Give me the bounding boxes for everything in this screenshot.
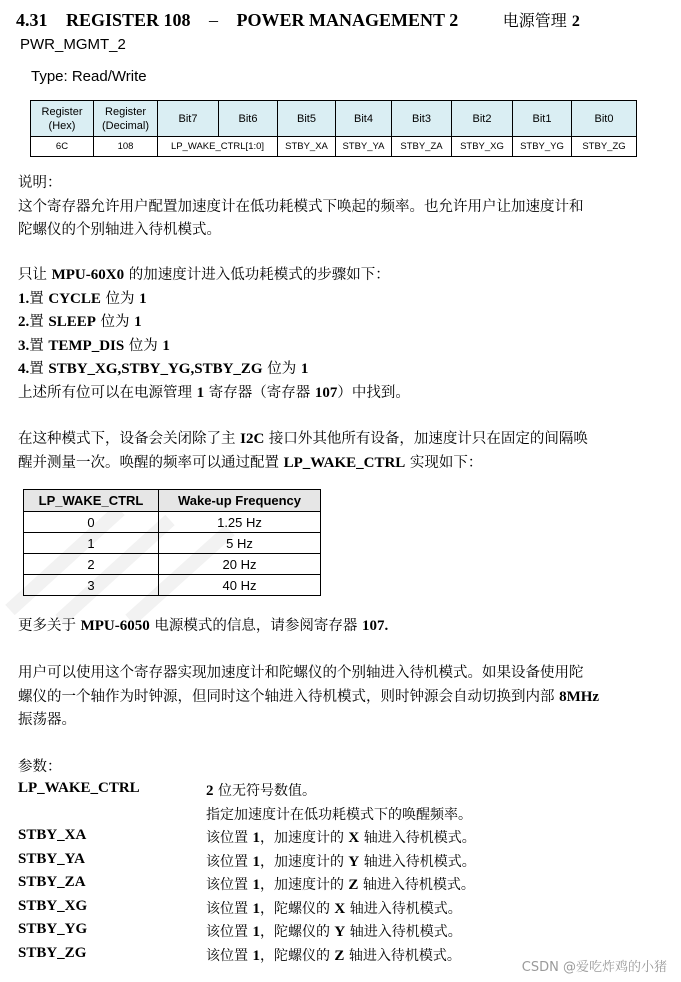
axis: Z bbox=[334, 948, 345, 964]
step-item bbox=[18, 358, 658, 382]
standby-paragraph bbox=[18, 662, 658, 733]
cell-stby-ya: STBY_YA bbox=[336, 137, 392, 157]
wake-table-row bbox=[24, 554, 321, 575]
steps-block bbox=[18, 264, 658, 405]
cell-decimal: 108 bbox=[94, 137, 158, 157]
more-info-line bbox=[18, 615, 658, 639]
cell-ctrl: 1 bbox=[24, 533, 159, 554]
axis: Y bbox=[348, 854, 360, 870]
text: 轴进入待机模式。 bbox=[358, 877, 475, 893]
text: 位无符号数值。 bbox=[213, 783, 316, 799]
text: 该位置 bbox=[206, 924, 253, 940]
wake-table-row bbox=[24, 512, 321, 533]
text: ，加速度计的 bbox=[259, 854, 349, 870]
step-number: 3. bbox=[18, 337, 30, 354]
params-label: 参数： bbox=[18, 759, 62, 775]
step-number: 1. bbox=[18, 290, 30, 307]
section-number: 4.31 bbox=[16, 10, 48, 30]
text: ，陀螺仪的 bbox=[259, 948, 335, 964]
i2c-term: I2C bbox=[240, 431, 265, 447]
text: 上述所有位可以在电源管理 bbox=[18, 384, 197, 401]
text: 位为 bbox=[262, 361, 301, 377]
standby-line: 振荡器。 bbox=[18, 712, 76, 728]
csdn-watermark: CSDN @爱吃炸鸡的小猪 bbox=[521, 960, 667, 975]
param-desc bbox=[206, 780, 316, 800]
step-number: 4. bbox=[18, 361, 30, 377]
register-bit-table bbox=[30, 100, 637, 157]
text: 位为 bbox=[100, 290, 140, 307]
description-line: 这个寄存器允许用户配置加速度计在低功耗模式下唤起的频率。也允许用户让加速度计和 bbox=[18, 198, 584, 215]
steps-note bbox=[18, 382, 658, 406]
param-desc bbox=[206, 851, 476, 871]
step-number: 2. bbox=[18, 314, 30, 330]
bit-name: STBY_XG,STBY_YG,STBY_ZG bbox=[48, 361, 263, 377]
mode-paragraph bbox=[18, 428, 658, 475]
text: 置 bbox=[29, 314, 49, 330]
number: 1 bbox=[252, 924, 260, 940]
title-power-management: POWER MANAGEMENT 2 bbox=[236, 10, 459, 30]
param-name: STBY_XG bbox=[18, 898, 88, 914]
cell-stby-za: STBY_ZA bbox=[392, 137, 452, 157]
text: 轴进入待机模式。 bbox=[345, 924, 462, 940]
param-desc bbox=[206, 827, 476, 847]
text: 位为 bbox=[124, 337, 163, 354]
bit-name: CYCLE bbox=[48, 290, 101, 307]
param-name: STBY_YG bbox=[18, 921, 88, 937]
text: 醒并测量一次。唤醒的频率可以通过配置 bbox=[18, 454, 284, 471]
mode-line bbox=[18, 428, 658, 452]
number: 1 bbox=[252, 877, 260, 893]
text: 实现如下： bbox=[405, 454, 483, 471]
param-name: STBY_XA bbox=[18, 827, 87, 843]
description-line: 陀螺仪的个别轴进入待机模式。 bbox=[18, 222, 221, 238]
title-chinese-text: 电源管理 bbox=[502, 11, 567, 30]
register-type: Type: Read/Write bbox=[31, 68, 147, 85]
header-register-hex bbox=[31, 101, 94, 137]
cell-stby-xa: STBY_XA bbox=[278, 137, 336, 157]
header-bit1: Bit1 bbox=[513, 101, 572, 137]
bit-name: SLEEP bbox=[48, 314, 96, 330]
title-chinese-number: 2 bbox=[571, 13, 580, 30]
text: 寄存器（寄存器 bbox=[204, 384, 315, 401]
header-text: Register (Hex) bbox=[41, 105, 83, 132]
text: 置 bbox=[29, 361, 49, 377]
number: 2 bbox=[206, 783, 214, 799]
step-item bbox=[18, 335, 658, 359]
bit-value: 1 bbox=[139, 290, 147, 307]
param-name: STBY_ZA bbox=[18, 874, 86, 890]
axis: Z bbox=[348, 877, 359, 893]
text: 置 bbox=[29, 337, 49, 354]
axis: X bbox=[334, 901, 346, 917]
header-bit0: Bit0 bbox=[572, 101, 637, 137]
model-name: MPU-60X0 bbox=[51, 267, 125, 283]
header-text: Register (Decimal) bbox=[101, 105, 150, 132]
bit-value: 1 bbox=[162, 337, 170, 354]
number: 1 bbox=[252, 854, 260, 870]
header-bit5: Bit5 bbox=[278, 101, 336, 137]
standby-line bbox=[18, 686, 658, 710]
text: 的加速度计进入低功耗模式的步骤如下： bbox=[124, 267, 390, 283]
step-item bbox=[18, 311, 658, 335]
cell-lp-wake-ctrl: LP_WAKE_CTRL[1:0] bbox=[158, 137, 278, 157]
standby-line: 用户可以使用这个寄存器实现加速度计和陀螺仪的个别轴进入待机模式。如果设备使用陀 bbox=[18, 665, 584, 681]
header-register-decimal bbox=[94, 101, 158, 137]
text: ，陀螺仪的 bbox=[259, 901, 335, 917]
step-item bbox=[18, 288, 658, 312]
text: 在这种模式下，设备会关闭除了主 bbox=[18, 431, 241, 447]
description-label: 说明： bbox=[18, 175, 62, 191]
cell-ctrl: 0 bbox=[24, 512, 159, 533]
param-desc bbox=[206, 921, 462, 941]
bit-value: 1 bbox=[300, 361, 309, 377]
bit-value: 1 bbox=[134, 314, 142, 330]
text: 轴进入待机模式。 bbox=[359, 830, 476, 846]
text: 位为 bbox=[95, 314, 135, 330]
title-dash: – bbox=[209, 10, 219, 30]
header-bit4: Bit4 bbox=[336, 101, 392, 137]
title-chinese bbox=[503, 11, 580, 30]
section-title bbox=[16, 8, 580, 31]
model-name: MPU-6050 bbox=[80, 618, 150, 634]
wake-table-row bbox=[24, 533, 321, 554]
wake-table-row bbox=[24, 575, 321, 596]
number: 107 bbox=[314, 384, 338, 401]
steps-intro bbox=[18, 264, 658, 288]
param-name: STBY_ZG bbox=[18, 945, 87, 961]
cell-freq: 5 Hz bbox=[159, 533, 321, 554]
param-desc bbox=[206, 898, 462, 918]
title-register: REGISTER 108 bbox=[66, 10, 191, 30]
wake-frequency-table bbox=[23, 489, 321, 596]
text: 轴进入待机模式。 bbox=[359, 854, 476, 870]
param-desc bbox=[206, 945, 461, 965]
param-desc bbox=[206, 874, 475, 894]
text: ，加速度计的 bbox=[259, 877, 349, 893]
text: 置 bbox=[29, 290, 49, 307]
text: 只让 bbox=[18, 267, 52, 283]
header-bit7: Bit7 bbox=[158, 101, 219, 137]
bit-name: TEMP_DIS bbox=[48, 337, 125, 354]
register-number: 107. bbox=[361, 618, 389, 634]
header-wake-frequency: Wake-up Frequency bbox=[159, 490, 321, 512]
text: 轴进入待机模式。 bbox=[345, 901, 462, 917]
axis: Y bbox=[334, 924, 346, 940]
text: ，加速度计的 bbox=[259, 830, 349, 846]
param-name: STBY_YA bbox=[18, 851, 85, 867]
text: 该位置 bbox=[206, 854, 253, 870]
text: 该位置 bbox=[206, 901, 253, 917]
number: 1 bbox=[196, 384, 205, 401]
number: 1 bbox=[252, 901, 260, 917]
register-name: PWR_MGMT_2 bbox=[20, 36, 126, 53]
frequency-term: 8MHz bbox=[559, 688, 600, 705]
wake-table-header-row bbox=[24, 490, 321, 512]
number: 1 bbox=[252, 830, 260, 846]
register-table-row bbox=[31, 137, 637, 157]
header-bit2: Bit2 bbox=[452, 101, 513, 137]
cell-stby-yg: STBY_YG bbox=[513, 137, 572, 157]
cell-ctrl: 3 bbox=[24, 575, 159, 596]
lp-wake-ctrl-term: LP_WAKE_CTRL bbox=[283, 454, 406, 471]
description-block bbox=[18, 172, 658, 243]
header-bit6: Bit6 bbox=[219, 101, 278, 137]
axis: X bbox=[348, 830, 360, 846]
cell-hex: 6C bbox=[31, 137, 94, 157]
cell-freq: 1.25 Hz bbox=[159, 512, 321, 533]
text: 接口外其他所有设备，加速度计只在固定的间隔唤 bbox=[264, 431, 588, 447]
cell-freq: 40 Hz bbox=[159, 575, 321, 596]
text: 轴进入待机模式。 bbox=[344, 948, 461, 964]
param-desc: 指定加速度计在低功耗模式下的唤醒频率。 bbox=[206, 807, 472, 823]
text: 该位置 bbox=[206, 948, 253, 964]
text: ）中找到。 bbox=[337, 384, 410, 401]
header-lp-wake-ctrl: LP_WAKE_CTRL bbox=[24, 490, 159, 512]
cell-stby-xg: STBY_XG bbox=[452, 137, 513, 157]
cell-ctrl: 2 bbox=[24, 554, 159, 575]
header-bit3: Bit3 bbox=[392, 101, 452, 137]
text: 该位置 bbox=[206, 830, 253, 846]
register-table-header-row bbox=[31, 101, 637, 137]
mode-line bbox=[18, 452, 658, 476]
cell-stby-zg: STBY_ZG bbox=[572, 137, 637, 157]
param-name: LP_WAKE_CTRL bbox=[18, 780, 140, 796]
number: 1 bbox=[252, 948, 260, 964]
text: 该位置 bbox=[206, 877, 253, 893]
text: 电源模式的信息，请参阅寄存器 bbox=[149, 618, 362, 634]
text: 螺仪的一个轴作为时钟源，但同时这个轴进入待机模式，则时钟源会自动切换到内部 bbox=[18, 688, 560, 705]
cell-freq: 20 Hz bbox=[159, 554, 321, 575]
text: ，陀螺仪的 bbox=[259, 924, 335, 940]
text: 更多关于 bbox=[18, 618, 81, 634]
